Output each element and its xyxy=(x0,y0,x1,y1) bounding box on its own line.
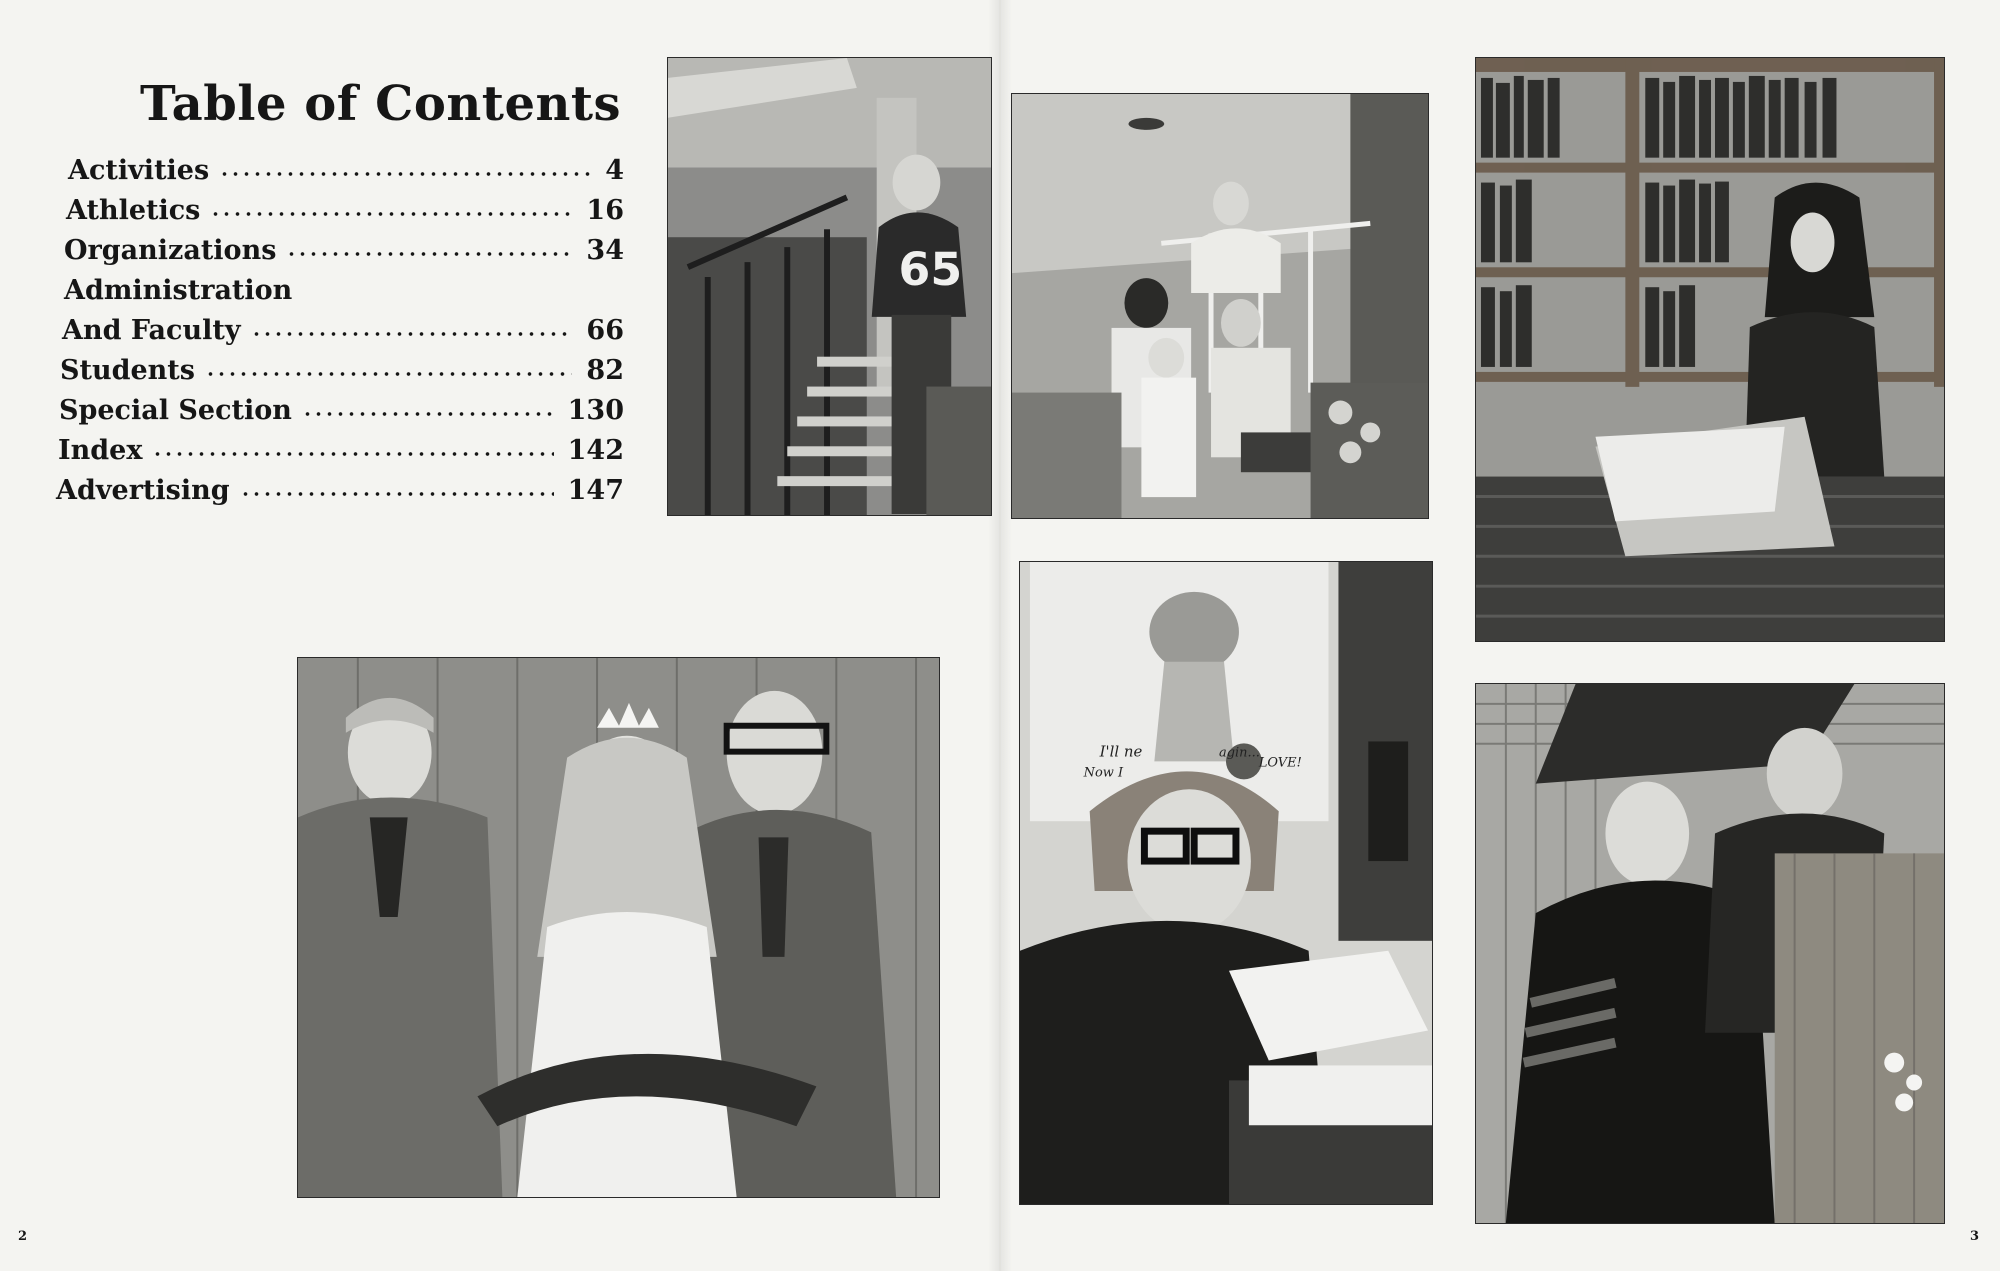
photo-homecoming-queen xyxy=(297,657,940,1198)
dot-leader xyxy=(302,410,554,418)
page-number-right: 3 xyxy=(1970,1229,1980,1244)
toc-entry-label: Athletics xyxy=(66,195,201,226)
dot-leader xyxy=(286,250,572,258)
poster-text-line1: I'll ne xyxy=(1099,742,1143,761)
toc-entry-administration[interactable] xyxy=(64,266,624,306)
photo-library-reader xyxy=(1475,57,1945,642)
toc-entry-label: Advertising xyxy=(56,475,230,506)
toc-entry-activities[interactable] xyxy=(68,146,624,186)
toc-entry-label: And Faculty xyxy=(62,315,241,346)
toc-entry-label: Special Section xyxy=(59,395,292,426)
poster-text-line1b: agin... xyxy=(1219,745,1260,761)
toc-entry-index[interactable] xyxy=(58,426,624,466)
toc-entry-advertising[interactable] xyxy=(56,466,624,506)
toc-entry-page: 147 xyxy=(567,475,624,506)
toc-entry-athletics[interactable] xyxy=(66,186,624,226)
poster-text-line2: Now I xyxy=(1083,765,1124,781)
dot-leader xyxy=(251,330,573,338)
toc-entry-page: 4 xyxy=(605,155,624,186)
toc-entry-label: Activities xyxy=(68,155,210,186)
photo-stairway-student xyxy=(667,57,992,516)
toc-entry-students[interactable] xyxy=(60,346,624,386)
toc-entry-label: Index xyxy=(58,435,143,466)
photo-dorm-lounge-group xyxy=(1011,93,1429,519)
toc-entry-page: 66 xyxy=(586,315,624,346)
toc-entry-label: Students xyxy=(60,355,195,386)
dot-leader xyxy=(240,490,554,498)
photo-student-at-desk xyxy=(1019,561,1433,1205)
jersey-number: 65 xyxy=(898,242,963,297)
page-number-left: 2 xyxy=(18,1229,28,1244)
poster-text-line2b: LOVE! xyxy=(1258,755,1302,771)
toc-entry-label: Administration xyxy=(64,275,293,306)
toc-entry-label: Organizations xyxy=(64,235,277,266)
toc-entry-page: 130 xyxy=(567,395,624,426)
toc-title: Table of Contents xyxy=(140,76,622,132)
toc-entry-page: 142 xyxy=(567,435,624,466)
dot-leader xyxy=(205,370,572,378)
toc-entry-faculty[interactable] xyxy=(62,306,624,346)
dot-leader xyxy=(152,450,553,458)
dot-leader xyxy=(210,210,572,218)
toc-entry-page: 16 xyxy=(586,195,624,226)
toc-entry-page: 34 xyxy=(586,235,624,266)
toc-entry-page: 82 xyxy=(586,355,624,386)
toc-entry-special-section[interactable] xyxy=(59,386,624,426)
dot-leader xyxy=(219,170,591,178)
photo-graduation-ceremony xyxy=(1475,683,1945,1224)
toc-entry-organizations[interactable] xyxy=(64,226,624,266)
